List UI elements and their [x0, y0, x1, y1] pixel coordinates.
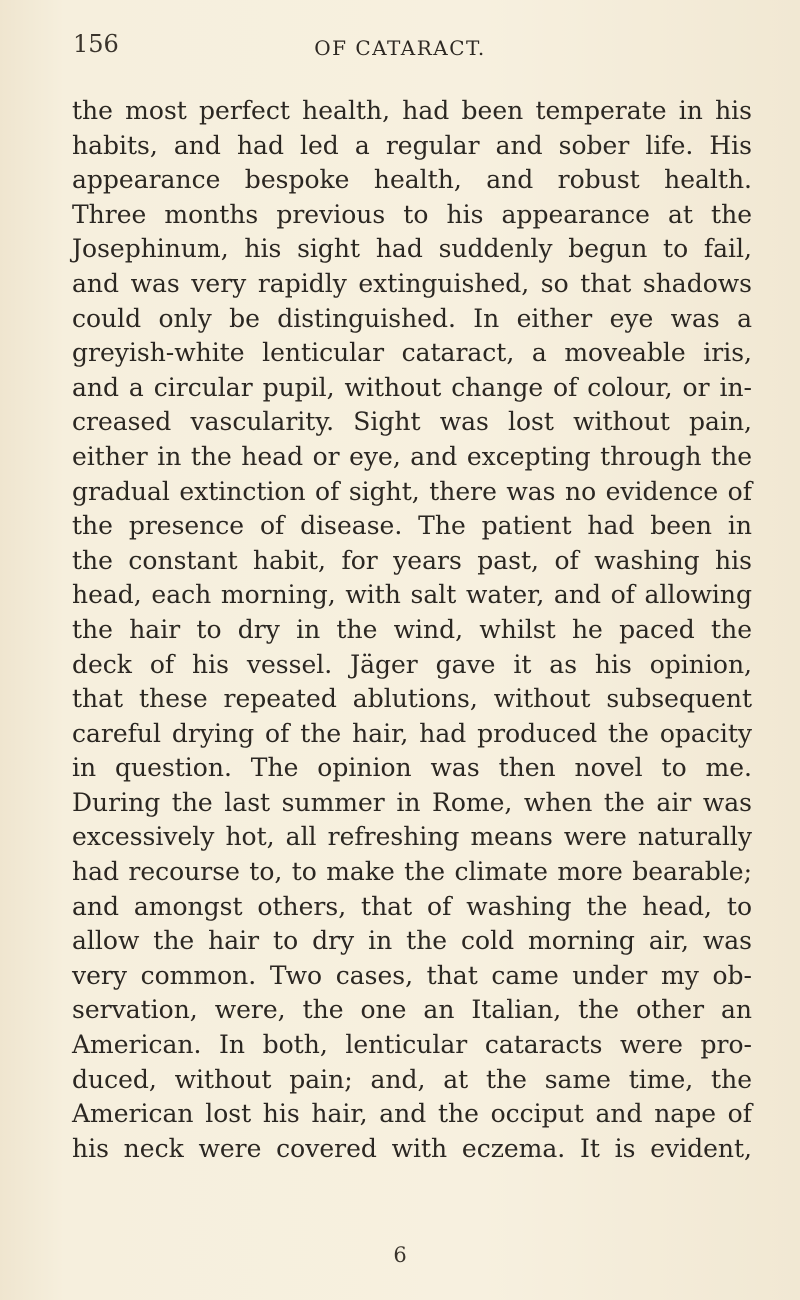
text-line: head, each morning, with salt water, and of allowing: [72, 580, 752, 610]
text-line: servation, were, the one an Italian, the other an: [72, 995, 752, 1025]
text-line: the presence of disease. The patient had been in: [72, 511, 752, 541]
text-line: greyish-white lenticular cataract, a moveable iris,: [72, 338, 752, 368]
text-line: careful drying of the hair, had produced the opacity: [72, 718, 752, 748]
text-line: duced, without pain; and, at the same time, the: [72, 1064, 752, 1094]
text-line: could only be distinguished. In either eye was a: [72, 303, 752, 333]
text-line: in question. The opinion was then novel to me.: [72, 753, 752, 783]
text-line: Josephinum, his sight had suddenly begun to fail,: [72, 234, 752, 264]
text-line: creased vascularity. Sight was lost without pain,: [72, 407, 752, 437]
text-line: allow the hair to dry in the cold morning air, was: [72, 926, 752, 956]
text-line: excessively hot, all refreshing means were naturally: [72, 822, 752, 852]
text-line: gradual extinction of sight, there was no evidence of: [72, 476, 752, 506]
text-line: American lost his hair, and the occiput and nape of: [72, 1099, 752, 1129]
text-line: Three months previous to his appearance at the: [72, 199, 752, 229]
text-line: the most perfect health, had been temperate in his: [72, 96, 752, 125]
text-line: either in the head or eye, and excepting through the: [72, 441, 752, 471]
signature-mark: 6: [393, 1243, 407, 1267]
text-line: very common. Two cases, that came under my ob-: [72, 960, 752, 990]
text-line: appearance bespoke health, and robust health.: [72, 165, 752, 195]
text-line: and a circular pupil, without change of colour, or in-: [72, 372, 752, 402]
text-line: American. In both, lenticular cataracts were pro-: [72, 1030, 752, 1060]
text-line: had recourse to, to make the climate more bearable;: [72, 857, 752, 887]
body-text: [72, 94, 752, 1166]
text-line: his neck were covered with eczema. It is evident,: [72, 1133, 752, 1163]
text-line: and was very rapidly extinguished, so that shadows: [72, 268, 752, 298]
text-line: habits, and had led a regular and sober life. His: [72, 130, 752, 160]
text-line: that these repeated ablutions, without subsequent: [72, 684, 752, 714]
text-line: During the last summer in Rome, when the air was: [72, 787, 752, 817]
text-line: deck of his vessel. Jäger gave it as his opinion,: [72, 649, 752, 679]
text-line: and amongst others, that of washing the head, to: [72, 891, 752, 921]
page-number: 156: [73, 30, 119, 58]
running-head: OF CATARACT.: [314, 36, 486, 60]
text-line: the constant habit, for years past, of washing his: [72, 545, 752, 575]
text-line: the hair to dry in the wind, whilst he paced the: [72, 614, 752, 644]
page-header: [0, 30, 800, 80]
